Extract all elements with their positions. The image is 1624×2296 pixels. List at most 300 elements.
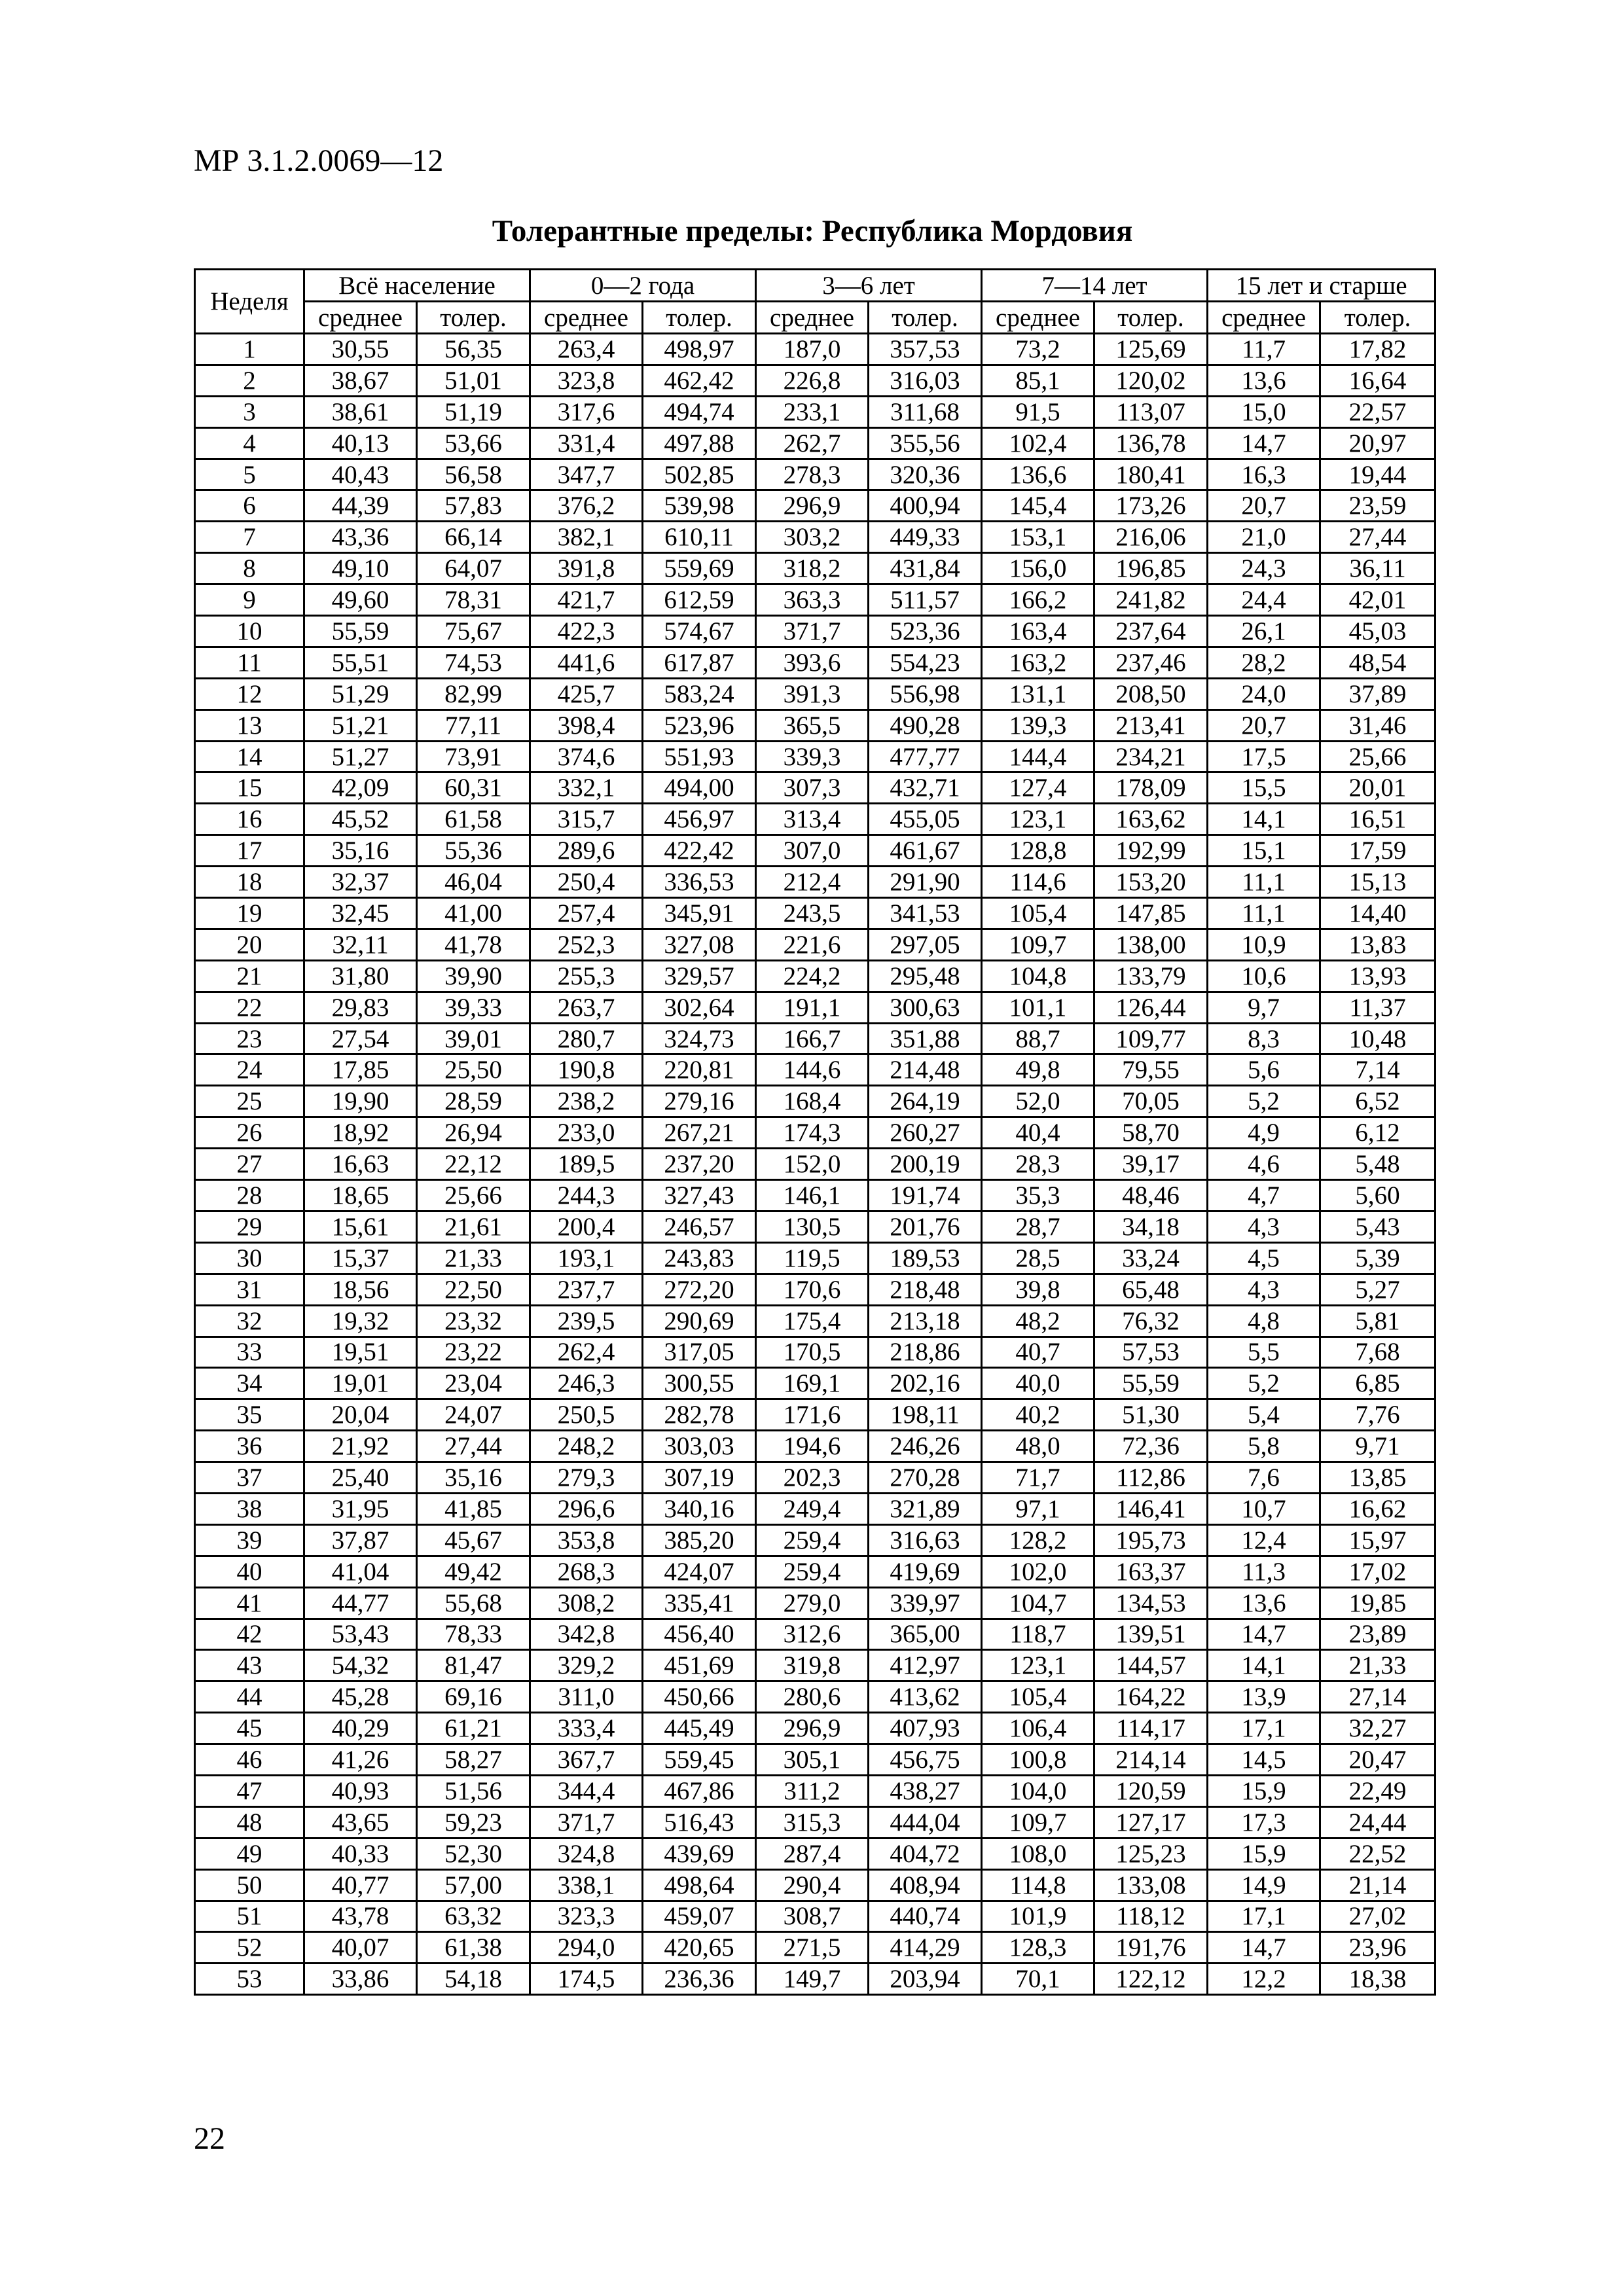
value-cell: 257,4: [530, 898, 643, 929]
value-cell: 195,73: [1094, 1524, 1208, 1556]
table-row: [195, 1054, 1435, 1086]
value-cell: 5,2: [1208, 1086, 1320, 1117]
value-cell: 105,4: [982, 898, 1094, 929]
value-cell: 144,4: [982, 741, 1094, 772]
week-cell: 39: [195, 1524, 304, 1556]
value-cell: 21,61: [417, 1211, 530, 1242]
value-cell: 112,86: [1094, 1462, 1208, 1494]
value-cell: 40,77: [304, 1869, 417, 1901]
value-cell: 120,59: [1094, 1775, 1208, 1806]
value-cell: 48,46: [1094, 1180, 1208, 1211]
value-cell: 332,1: [530, 772, 643, 804]
value-cell: 11,3: [1208, 1556, 1320, 1587]
value-cell: 318,2: [756, 553, 869, 584]
value-cell: 39,01: [417, 1023, 530, 1054]
value-cell: 88,7: [982, 1023, 1094, 1054]
value-cell: 270,28: [869, 1462, 982, 1494]
value-cell: 523,36: [869, 616, 982, 647]
value-cell: 233,0: [530, 1117, 643, 1149]
value-cell: 122,12: [1094, 1964, 1208, 1995]
week-cell: 11: [195, 647, 304, 678]
value-cell: 191,76: [1094, 1932, 1208, 1964]
group-header-0-2: 0—2 года: [530, 270, 756, 302]
value-cell: 10,48: [1320, 1023, 1435, 1054]
value-cell: 22,49: [1320, 1775, 1435, 1806]
value-cell: 559,45: [643, 1744, 756, 1776]
value-cell: 236,36: [643, 1964, 756, 1995]
value-cell: 35,3: [982, 1180, 1094, 1211]
week-cell: 46: [195, 1744, 304, 1776]
value-cell: 307,0: [756, 835, 869, 867]
value-cell: 105,4: [982, 1681, 1094, 1713]
value-cell: 339,97: [869, 1587, 982, 1619]
value-cell: 297,05: [869, 929, 982, 960]
value-cell: 421,7: [530, 584, 643, 616]
week-cell: 51: [195, 1901, 304, 1932]
week-cell: 35: [195, 1399, 304, 1431]
value-cell: 163,4: [982, 616, 1094, 647]
value-cell: 79,55: [1094, 1054, 1208, 1086]
value-cell: 279,16: [643, 1086, 756, 1117]
value-cell: 133,79: [1094, 960, 1208, 992]
value-cell: 166,2: [982, 584, 1094, 616]
value-cell: 374,6: [530, 741, 643, 772]
value-cell: 439,69: [643, 1838, 756, 1869]
week-cell: 15: [195, 772, 304, 804]
value-cell: 339,3: [756, 741, 869, 772]
value-cell: 28,5: [982, 1242, 1094, 1274]
value-cell: 97,1: [982, 1493, 1094, 1524]
value-cell: 17,85: [304, 1054, 417, 1086]
table-row: [195, 1964, 1435, 1995]
value-cell: 58,70: [1094, 1117, 1208, 1149]
value-cell: 39,90: [417, 960, 530, 992]
value-cell: 146,41: [1094, 1493, 1208, 1524]
value-cell: 72,36: [1094, 1431, 1208, 1462]
value-cell: 31,80: [304, 960, 417, 992]
value-cell: 39,33: [417, 992, 530, 1023]
value-cell: 551,93: [643, 741, 756, 772]
value-cell: 498,64: [643, 1869, 756, 1901]
value-cell: 192,99: [1094, 835, 1208, 867]
tolerance-table: [194, 268, 1436, 1996]
value-cell: 365,5: [756, 709, 869, 741]
table-row: [195, 1023, 1435, 1054]
value-cell: 539,98: [643, 490, 756, 522]
value-cell: 37,89: [1320, 678, 1435, 709]
value-cell: 53,66: [417, 427, 530, 459]
value-cell: 194,6: [756, 1431, 869, 1462]
value-cell: 127,17: [1094, 1806, 1208, 1838]
value-cell: 414,29: [869, 1932, 982, 1964]
value-cell: 6,85: [1320, 1368, 1435, 1399]
value-cell: 20,97: [1320, 427, 1435, 459]
table-row: [195, 1211, 1435, 1242]
value-cell: 152,0: [756, 1149, 869, 1180]
value-cell: 25,66: [1320, 741, 1435, 772]
value-cell: 118,12: [1094, 1901, 1208, 1932]
value-cell: 58,27: [417, 1744, 530, 1776]
week-cell: 17: [195, 835, 304, 867]
value-cell: 15,1: [1208, 835, 1320, 867]
value-cell: 21,0: [1208, 522, 1320, 553]
value-cell: 101,9: [982, 1901, 1094, 1932]
value-cell: 324,8: [530, 1838, 643, 1869]
week-cell: 42: [195, 1619, 304, 1650]
week-cell: 1: [195, 334, 304, 365]
value-cell: 200,4: [530, 1211, 643, 1242]
value-cell: 22,50: [417, 1274, 530, 1305]
value-cell: 316,63: [869, 1524, 982, 1556]
value-cell: 13,6: [1208, 365, 1320, 396]
sub-header-tol: толер.: [1094, 302, 1208, 334]
value-cell: 24,0: [1208, 678, 1320, 709]
value-cell: 341,53: [869, 898, 982, 929]
table-row: [195, 1681, 1435, 1713]
value-cell: 271,5: [756, 1932, 869, 1964]
table-header: [195, 270, 1435, 334]
value-cell: 17,82: [1320, 334, 1435, 365]
week-cell: 7: [195, 522, 304, 553]
value-cell: 331,4: [530, 427, 643, 459]
value-cell: 246,3: [530, 1368, 643, 1399]
value-cell: 64,07: [417, 553, 530, 584]
value-cell: 6,12: [1320, 1117, 1435, 1149]
value-cell: 23,96: [1320, 1932, 1435, 1964]
value-cell: 13,93: [1320, 960, 1435, 992]
value-cell: 455,05: [869, 804, 982, 835]
value-cell: 32,45: [304, 898, 417, 929]
week-cell: 52: [195, 1932, 304, 1964]
table-row: [195, 709, 1435, 741]
value-cell: 376,2: [530, 490, 643, 522]
value-cell: 218,86: [869, 1336, 982, 1368]
value-cell: 311,68: [869, 396, 982, 427]
value-cell: 241,82: [1094, 584, 1208, 616]
value-cell: 11,7: [1208, 334, 1320, 365]
value-cell: 323,3: [530, 1901, 643, 1932]
value-cell: 26,1: [1208, 616, 1320, 647]
table-row: [195, 1117, 1435, 1149]
value-cell: 57,00: [417, 1869, 530, 1901]
value-cell: 127,4: [982, 772, 1094, 804]
value-cell: 61,21: [417, 1713, 530, 1744]
value-cell: 23,89: [1320, 1619, 1435, 1650]
value-cell: 12,4: [1208, 1524, 1320, 1556]
value-cell: 467,86: [643, 1775, 756, 1806]
value-cell: 144,57: [1094, 1650, 1208, 1681]
value-cell: 18,56: [304, 1274, 417, 1305]
value-cell: 353,8: [530, 1524, 643, 1556]
value-cell: 385,20: [643, 1524, 756, 1556]
value-cell: 41,85: [417, 1493, 530, 1524]
value-cell: 234,21: [1094, 741, 1208, 772]
value-cell: 355,56: [869, 427, 982, 459]
value-cell: 23,32: [417, 1305, 530, 1336]
value-cell: 262,7: [756, 427, 869, 459]
value-cell: 123,1: [982, 804, 1094, 835]
value-cell: 170,5: [756, 1336, 869, 1368]
value-cell: 189,5: [530, 1149, 643, 1180]
value-cell: 559,69: [643, 553, 756, 584]
value-cell: 55,51: [304, 647, 417, 678]
value-cell: 131,1: [982, 678, 1094, 709]
value-cell: 252,3: [530, 929, 643, 960]
document-code: МР 3.1.2.0069—12: [194, 143, 444, 178]
week-cell: 20: [195, 929, 304, 960]
value-cell: 40,2: [982, 1399, 1094, 1431]
value-cell: 16,63: [304, 1149, 417, 1180]
value-cell: 237,7: [530, 1274, 643, 1305]
value-cell: 11,37: [1320, 992, 1435, 1023]
value-cell: 307,3: [756, 772, 869, 804]
value-cell: 69,16: [417, 1681, 530, 1713]
value-cell: 10,7: [1208, 1493, 1320, 1524]
value-cell: 41,00: [417, 898, 530, 929]
value-cell: 329,2: [530, 1650, 643, 1681]
value-cell: 459,07: [643, 1901, 756, 1932]
value-cell: 320,36: [869, 459, 982, 490]
value-cell: 20,47: [1320, 1744, 1435, 1776]
value-cell: 438,27: [869, 1775, 982, 1806]
value-cell: 367,7: [530, 1744, 643, 1776]
value-cell: 289,6: [530, 835, 643, 867]
sub-header-mean: среднее: [982, 302, 1094, 334]
table-row: [195, 1305, 1435, 1336]
value-cell: 196,85: [1094, 553, 1208, 584]
week-cell: 14: [195, 741, 304, 772]
value-cell: 23,22: [417, 1336, 530, 1368]
week-cell: 40: [195, 1556, 304, 1587]
value-cell: 27,14: [1320, 1681, 1435, 1713]
header-row-sub: [195, 302, 1435, 334]
value-cell: 612,59: [643, 584, 756, 616]
week-cell: 36: [195, 1431, 304, 1462]
value-cell: 268,3: [530, 1556, 643, 1587]
table-row: [195, 867, 1435, 898]
table-row: [195, 616, 1435, 647]
value-cell: 393,6: [756, 647, 869, 678]
table-row: [195, 1806, 1435, 1838]
value-cell: 45,03: [1320, 616, 1435, 647]
value-cell: 317,6: [530, 396, 643, 427]
value-cell: 49,60: [304, 584, 417, 616]
value-cell: 278,3: [756, 459, 869, 490]
value-cell: 174,3: [756, 1117, 869, 1149]
value-cell: 40,93: [304, 1775, 417, 1806]
value-cell: 316,03: [869, 365, 982, 396]
week-cell: 23: [195, 1023, 304, 1054]
value-cell: 39,8: [982, 1274, 1094, 1305]
value-cell: 71,7: [982, 1462, 1094, 1494]
table-row: [195, 992, 1435, 1023]
value-cell: 315,3: [756, 1806, 869, 1838]
week-cell: 22: [195, 992, 304, 1023]
value-cell: 28,59: [417, 1086, 530, 1117]
value-cell: 78,33: [417, 1619, 530, 1650]
value-cell: 61,58: [417, 804, 530, 835]
value-cell: 17,3: [1208, 1806, 1320, 1838]
value-cell: 73,2: [982, 334, 1094, 365]
value-cell: 128,2: [982, 1524, 1094, 1556]
table-row: [195, 647, 1435, 678]
group-header-3-6: 3—6 лет: [756, 270, 982, 302]
table-row: [195, 960, 1435, 992]
value-cell: 66,14: [417, 522, 530, 553]
value-cell: 400,94: [869, 490, 982, 522]
week-cell: 34: [195, 1368, 304, 1399]
table-row: [195, 1869, 1435, 1901]
table-row: [195, 1619, 1435, 1650]
value-cell: 412,97: [869, 1650, 982, 1681]
value-cell: 85,1: [982, 365, 1094, 396]
value-cell: 24,44: [1320, 1806, 1435, 1838]
value-cell: 102,4: [982, 427, 1094, 459]
value-cell: 336,53: [643, 867, 756, 898]
value-cell: 363,3: [756, 584, 869, 616]
value-cell: 5,4: [1208, 1399, 1320, 1431]
value-cell: 294,0: [530, 1932, 643, 1964]
value-cell: 21,92: [304, 1431, 417, 1462]
value-cell: 404,72: [869, 1838, 982, 1869]
value-cell: 419,69: [869, 1556, 982, 1587]
value-cell: 133,08: [1094, 1869, 1208, 1901]
value-cell: 35,16: [417, 1462, 530, 1494]
value-cell: 51,19: [417, 396, 530, 427]
value-cell: 300,63: [869, 992, 982, 1023]
value-cell: 48,54: [1320, 647, 1435, 678]
value-cell: 208,50: [1094, 678, 1208, 709]
value-cell: 145,4: [982, 490, 1094, 522]
value-cell: 431,84: [869, 553, 982, 584]
value-cell: 108,0: [982, 1838, 1094, 1869]
value-cell: 125,23: [1094, 1838, 1208, 1869]
value-cell: 52,30: [417, 1838, 530, 1869]
value-cell: 51,27: [304, 741, 417, 772]
week-cell: 45: [195, 1713, 304, 1744]
value-cell: 191,74: [869, 1180, 982, 1211]
value-cell: 249,4: [756, 1493, 869, 1524]
value-cell: 15,0: [1208, 396, 1320, 427]
value-cell: 123,1: [982, 1650, 1094, 1681]
table-row: [195, 898, 1435, 929]
table-row: [195, 1274, 1435, 1305]
week-cell: 19: [195, 898, 304, 929]
value-cell: 311,2: [756, 1775, 869, 1806]
value-cell: 22,57: [1320, 396, 1435, 427]
value-cell: 51,29: [304, 678, 417, 709]
value-cell: 308,7: [756, 1901, 869, 1932]
value-cell: 24,4: [1208, 584, 1320, 616]
sub-header-mean: среднее: [304, 302, 417, 334]
value-cell: 30,55: [304, 334, 417, 365]
value-cell: 22,12: [417, 1149, 530, 1180]
value-cell: 16,62: [1320, 1493, 1435, 1524]
value-cell: 233,1: [756, 396, 869, 427]
sub-header-tol: толер.: [643, 302, 756, 334]
value-cell: 156,0: [982, 553, 1094, 584]
value-cell: 413,62: [869, 1681, 982, 1713]
value-cell: 4,3: [1208, 1211, 1320, 1242]
value-cell: 5,43: [1320, 1211, 1435, 1242]
value-cell: 239,5: [530, 1305, 643, 1336]
value-cell: 21,33: [417, 1242, 530, 1274]
value-cell: 407,93: [869, 1713, 982, 1744]
value-cell: 24,07: [417, 1399, 530, 1431]
value-cell: 27,44: [1320, 522, 1435, 553]
value-cell: 9,71: [1320, 1431, 1435, 1462]
value-cell: 214,14: [1094, 1744, 1208, 1776]
value-cell: 221,6: [756, 929, 869, 960]
week-cell: 2: [195, 365, 304, 396]
value-cell: 213,18: [869, 1305, 982, 1336]
value-cell: 49,42: [417, 1556, 530, 1587]
value-cell: 280,7: [530, 1023, 643, 1054]
value-cell: 462,42: [643, 365, 756, 396]
value-cell: 456,75: [869, 1744, 982, 1776]
table-row: [195, 835, 1435, 867]
value-cell: 34,18: [1094, 1211, 1208, 1242]
value-cell: 35,16: [304, 835, 417, 867]
week-cell: 44: [195, 1681, 304, 1713]
value-cell: 305,1: [756, 1744, 869, 1776]
value-cell: 180,41: [1094, 459, 1208, 490]
value-cell: 25,66: [417, 1180, 530, 1211]
value-cell: 391,8: [530, 553, 643, 584]
value-cell: 201,76: [869, 1211, 982, 1242]
table-row: [195, 1086, 1435, 1117]
value-cell: 51,01: [417, 365, 530, 396]
value-cell: 16,51: [1320, 804, 1435, 835]
value-cell: 300,55: [643, 1368, 756, 1399]
value-cell: 264,19: [869, 1086, 982, 1117]
table-row: [195, 1838, 1435, 1869]
value-cell: 296,9: [756, 490, 869, 522]
value-cell: 250,4: [530, 867, 643, 898]
value-cell: 18,38: [1320, 1964, 1435, 1995]
value-cell: 134,53: [1094, 1587, 1208, 1619]
value-cell: 371,7: [530, 1806, 643, 1838]
value-cell: 5,27: [1320, 1274, 1435, 1305]
value-cell: 311,0: [530, 1681, 643, 1713]
week-cell: 12: [195, 678, 304, 709]
value-cell: 59,23: [417, 1806, 530, 1838]
value-cell: 51,30: [1094, 1399, 1208, 1431]
table-body: [195, 334, 1435, 1995]
value-cell: 450,66: [643, 1681, 756, 1713]
value-cell: 16,3: [1208, 459, 1320, 490]
week-cell: 43: [195, 1650, 304, 1681]
value-cell: 57,83: [417, 490, 530, 522]
value-cell: 37,87: [304, 1524, 417, 1556]
value-cell: 315,7: [530, 804, 643, 835]
value-cell: 303,2: [756, 522, 869, 553]
value-cell: 14,5: [1208, 1744, 1320, 1776]
value-cell: 13,6: [1208, 1587, 1320, 1619]
value-cell: 15,9: [1208, 1838, 1320, 1869]
table-row: [195, 1650, 1435, 1681]
value-cell: 57,53: [1094, 1336, 1208, 1368]
value-cell: 51,56: [417, 1775, 530, 1806]
value-cell: 329,57: [643, 960, 756, 992]
table-row: [195, 1336, 1435, 1368]
value-cell: 351,88: [869, 1023, 982, 1054]
value-cell: 263,4: [530, 334, 643, 365]
value-cell: 40,7: [982, 1336, 1094, 1368]
table-row: [195, 1431, 1435, 1462]
value-cell: 168,4: [756, 1086, 869, 1117]
value-cell: 17,59: [1320, 835, 1435, 867]
